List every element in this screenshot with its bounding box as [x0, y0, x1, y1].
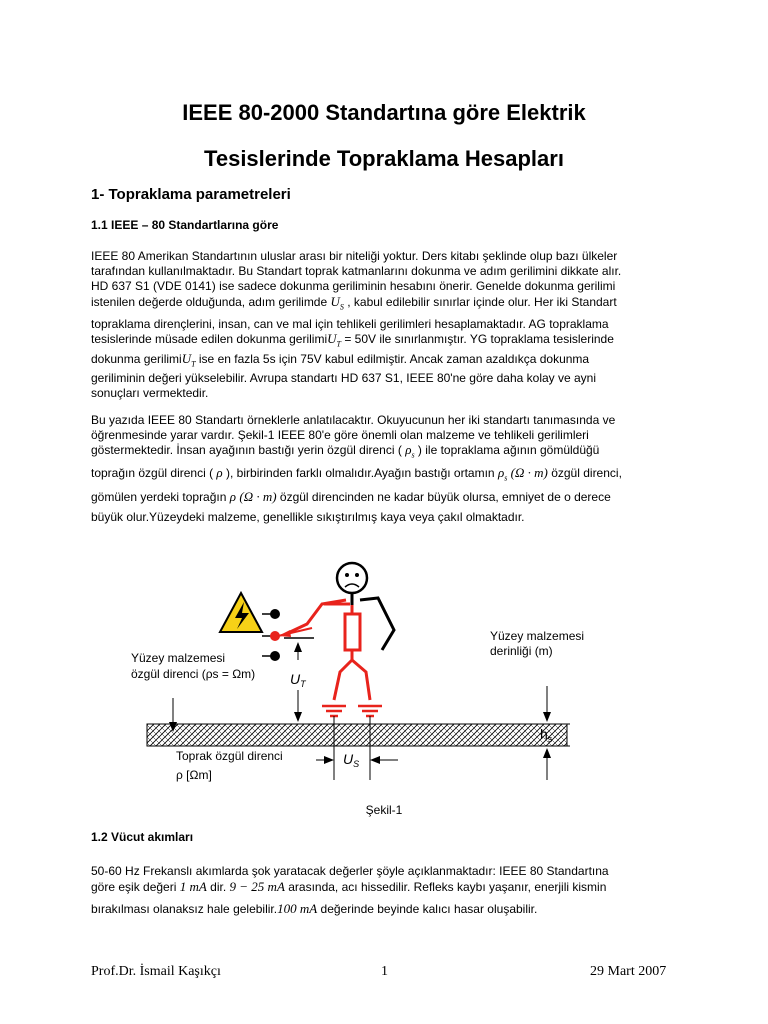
para2-line4-text-b: ), birbirinden farklı olmalıdır.Ayağın bastığı ortamın — [226, 466, 495, 480]
section2-line3-text-b: değerinde beyinde kalıcı hasar oluşabilir. — [320, 902, 538, 916]
person-figure — [290, 563, 394, 716]
para2-line4-text-c: özgül direnci, — [551, 466, 622, 480]
para1-line4 — [91, 295, 617, 315]
para1-line7-text-a: dokunma gerilimi — [91, 352, 182, 366]
section2-line3-text-a: bırakılması olanaksız hale gelebilir. — [91, 902, 278, 916]
document-title-line2: Tesislerinde Topraklama Hesapları — [204, 146, 564, 171]
surface-label-line1: Yüzey malzemesi — [131, 651, 226, 665]
high-voltage-warning-icon — [220, 593, 262, 632]
soil-label-line1: Toprak özgül direnci — [176, 749, 283, 763]
footer-page-number: 1 — [381, 964, 388, 979]
para2-line4-text-a: toprağın özgül direnci ( — [91, 466, 214, 480]
para1-line2: tarafından kullanılmaktadır. Bu Standart toprak katmanlarını dokunma ve adım gerilimini dikkate alır. — [91, 264, 622, 278]
para1-line7 — [91, 352, 589, 372]
rho-symbol-2: ρ — [229, 489, 237, 504]
para2-line6: büyük olur.Yüzeydeki malzeme, genellikle sıkıştırılmış kaya veya çakıl olmaktadır. — [91, 510, 525, 524]
para1-line6-text-a: tesislerinde müsade edilen dokunma gerilimi — [91, 332, 328, 346]
section2-line3 — [91, 902, 537, 916]
section2-line1: 50-60 Hz Frekanslı akımlarda şok yaratacak değerler şöyle açıklanmaktadır: IEEE 80 Standartına — [91, 864, 609, 878]
section2-line2 — [91, 880, 606, 894]
para2-line2: öğrenmesinde yarar vardır. Şekil-1 IEEE 80'e göre önemli olan malzeme ve tehlikeli gerilimleri — [91, 428, 589, 442]
para1-line3: HD 637 S1 (VDE 0141) ise sadece dokunma geriliminin hesabını önerir. Genelde dokunma gerilimi — [91, 279, 616, 293]
para1-line4-text-b: , kabul edilebilir sınırlar içinde olur. Her iki Standart — [347, 295, 617, 309]
us-label: $U_S$ — [343, 751, 360, 769]
rho-s-symbol: $\rho_s$ — [405, 442, 415, 460]
para1-line6 — [91, 332, 614, 352]
para1-line9: sonuçları vermektedir. — [91, 386, 209, 400]
figure-caption: Şekil-1 — [365, 803, 403, 817]
para2-line1: Bu yazıda IEEE 80 Standartı örneklerle anlatılacaktır. Okuyucunun her iki standartı tanımasında ve — [91, 413, 616, 427]
terminal-dots — [262, 609, 280, 661]
figure-1-diagram — [0, 560, 768, 820]
ohm-m-unit-2: (Ω · m) — [239, 489, 277, 504]
soil-label-line2: ρ [Ωm] — [176, 768, 212, 782]
para2-line5-text-a: gömülen yerdeki toprağın — [91, 490, 227, 504]
surface-label-line2: özgül direnci (ρs = Ωm) — [131, 667, 256, 681]
para1-line4-text-a: istenilen değerde olduğunda, adım gerilimde — [91, 295, 328, 309]
section2-line2-text-a: göre eşik değeri — [91, 880, 177, 894]
footer-date: 29 Mart 2007 — [590, 964, 667, 979]
us-symbol: $U_S$ — [330, 294, 344, 312]
para1-line8: geriliminin değeri yükselebilir. Avrupa standartı HD 637 S1, IEEE 80'ne göre daha kolay ve ayni — [91, 371, 597, 385]
para2-line5 — [91, 490, 611, 504]
sub-heading: 1.1 IEEE – 80 Standartlarına göre — [91, 218, 279, 232]
depth-label-line1: Yüzey malzemesi — [490, 629, 585, 643]
hs-label: $h_s$ — [540, 726, 553, 744]
ut-symbol: $U_T$ — [327, 331, 341, 349]
para2-line3-text-a: göstermektedir. İnsan ayağının bastığı yerin özgül direnci ( — [91, 443, 402, 457]
document-title-line1: IEEE 80-2000 Standartına göre Elektrik — [182, 100, 586, 125]
para1-line1: IEEE 80 Amerikan Standartının uluslar arası bir niteliği yoktur. Ders kitabı şeklinde olup bazı ülkeler — [91, 249, 618, 263]
section2-line2-text-c: arasında, acı hissedilir. Refleks kaybı yaşanır, enerjili kismin — [288, 880, 607, 894]
para1-line5: topraklama dirençlerini, insan, can ve mal için tehlikeli gerilimleri hesaplamaktadır. AG topraklama — [91, 317, 609, 331]
ut-label: $U_T$ — [290, 671, 306, 689]
para2-line4 — [91, 466, 622, 486]
threshold-1ma: 1 mA — [179, 879, 207, 894]
value-100ma: 100 mA — [277, 901, 318, 916]
para2-line3-text-b: ) ile topraklama ağının gömüldüğü — [417, 443, 600, 457]
para1-line7-text-b: ise en fazla 5s için 75V kabul edilmiştir. Ancak zaman azaldıkça dokunma — [198, 352, 590, 366]
rho-symbol: ρ — [216, 465, 223, 480]
section2-line2-text-b: dir. — [210, 880, 227, 894]
para2-line5-text-b: özgül direncinden ne kadar büyük olursa, emniyet de o derece — [279, 490, 611, 504]
para1-line6-text-b: = 50V ile sınırlanmıştır. YG topraklama tesislerinde — [344, 332, 614, 346]
surface-layer — [147, 724, 567, 746]
para2-line3 — [91, 443, 599, 463]
rho-s-symbol-2: $\rho_s$ — [497, 465, 508, 483]
ohm-m-unit: (Ω · m) — [510, 465, 548, 480]
depth-label-line2: derinliği (m) — [490, 644, 553, 658]
footer-author: Prof.Dr. İsmail Kaşıkçı — [91, 964, 221, 979]
range-9-25ma: 9 − 25 mA — [229, 879, 285, 894]
section2-heading: 1.2 Vücut akımları — [91, 830, 194, 844]
ut-symbol-2: $U_T$ — [181, 351, 196, 369]
section-heading: 1- Topraklama parametreleri — [91, 186, 291, 203]
